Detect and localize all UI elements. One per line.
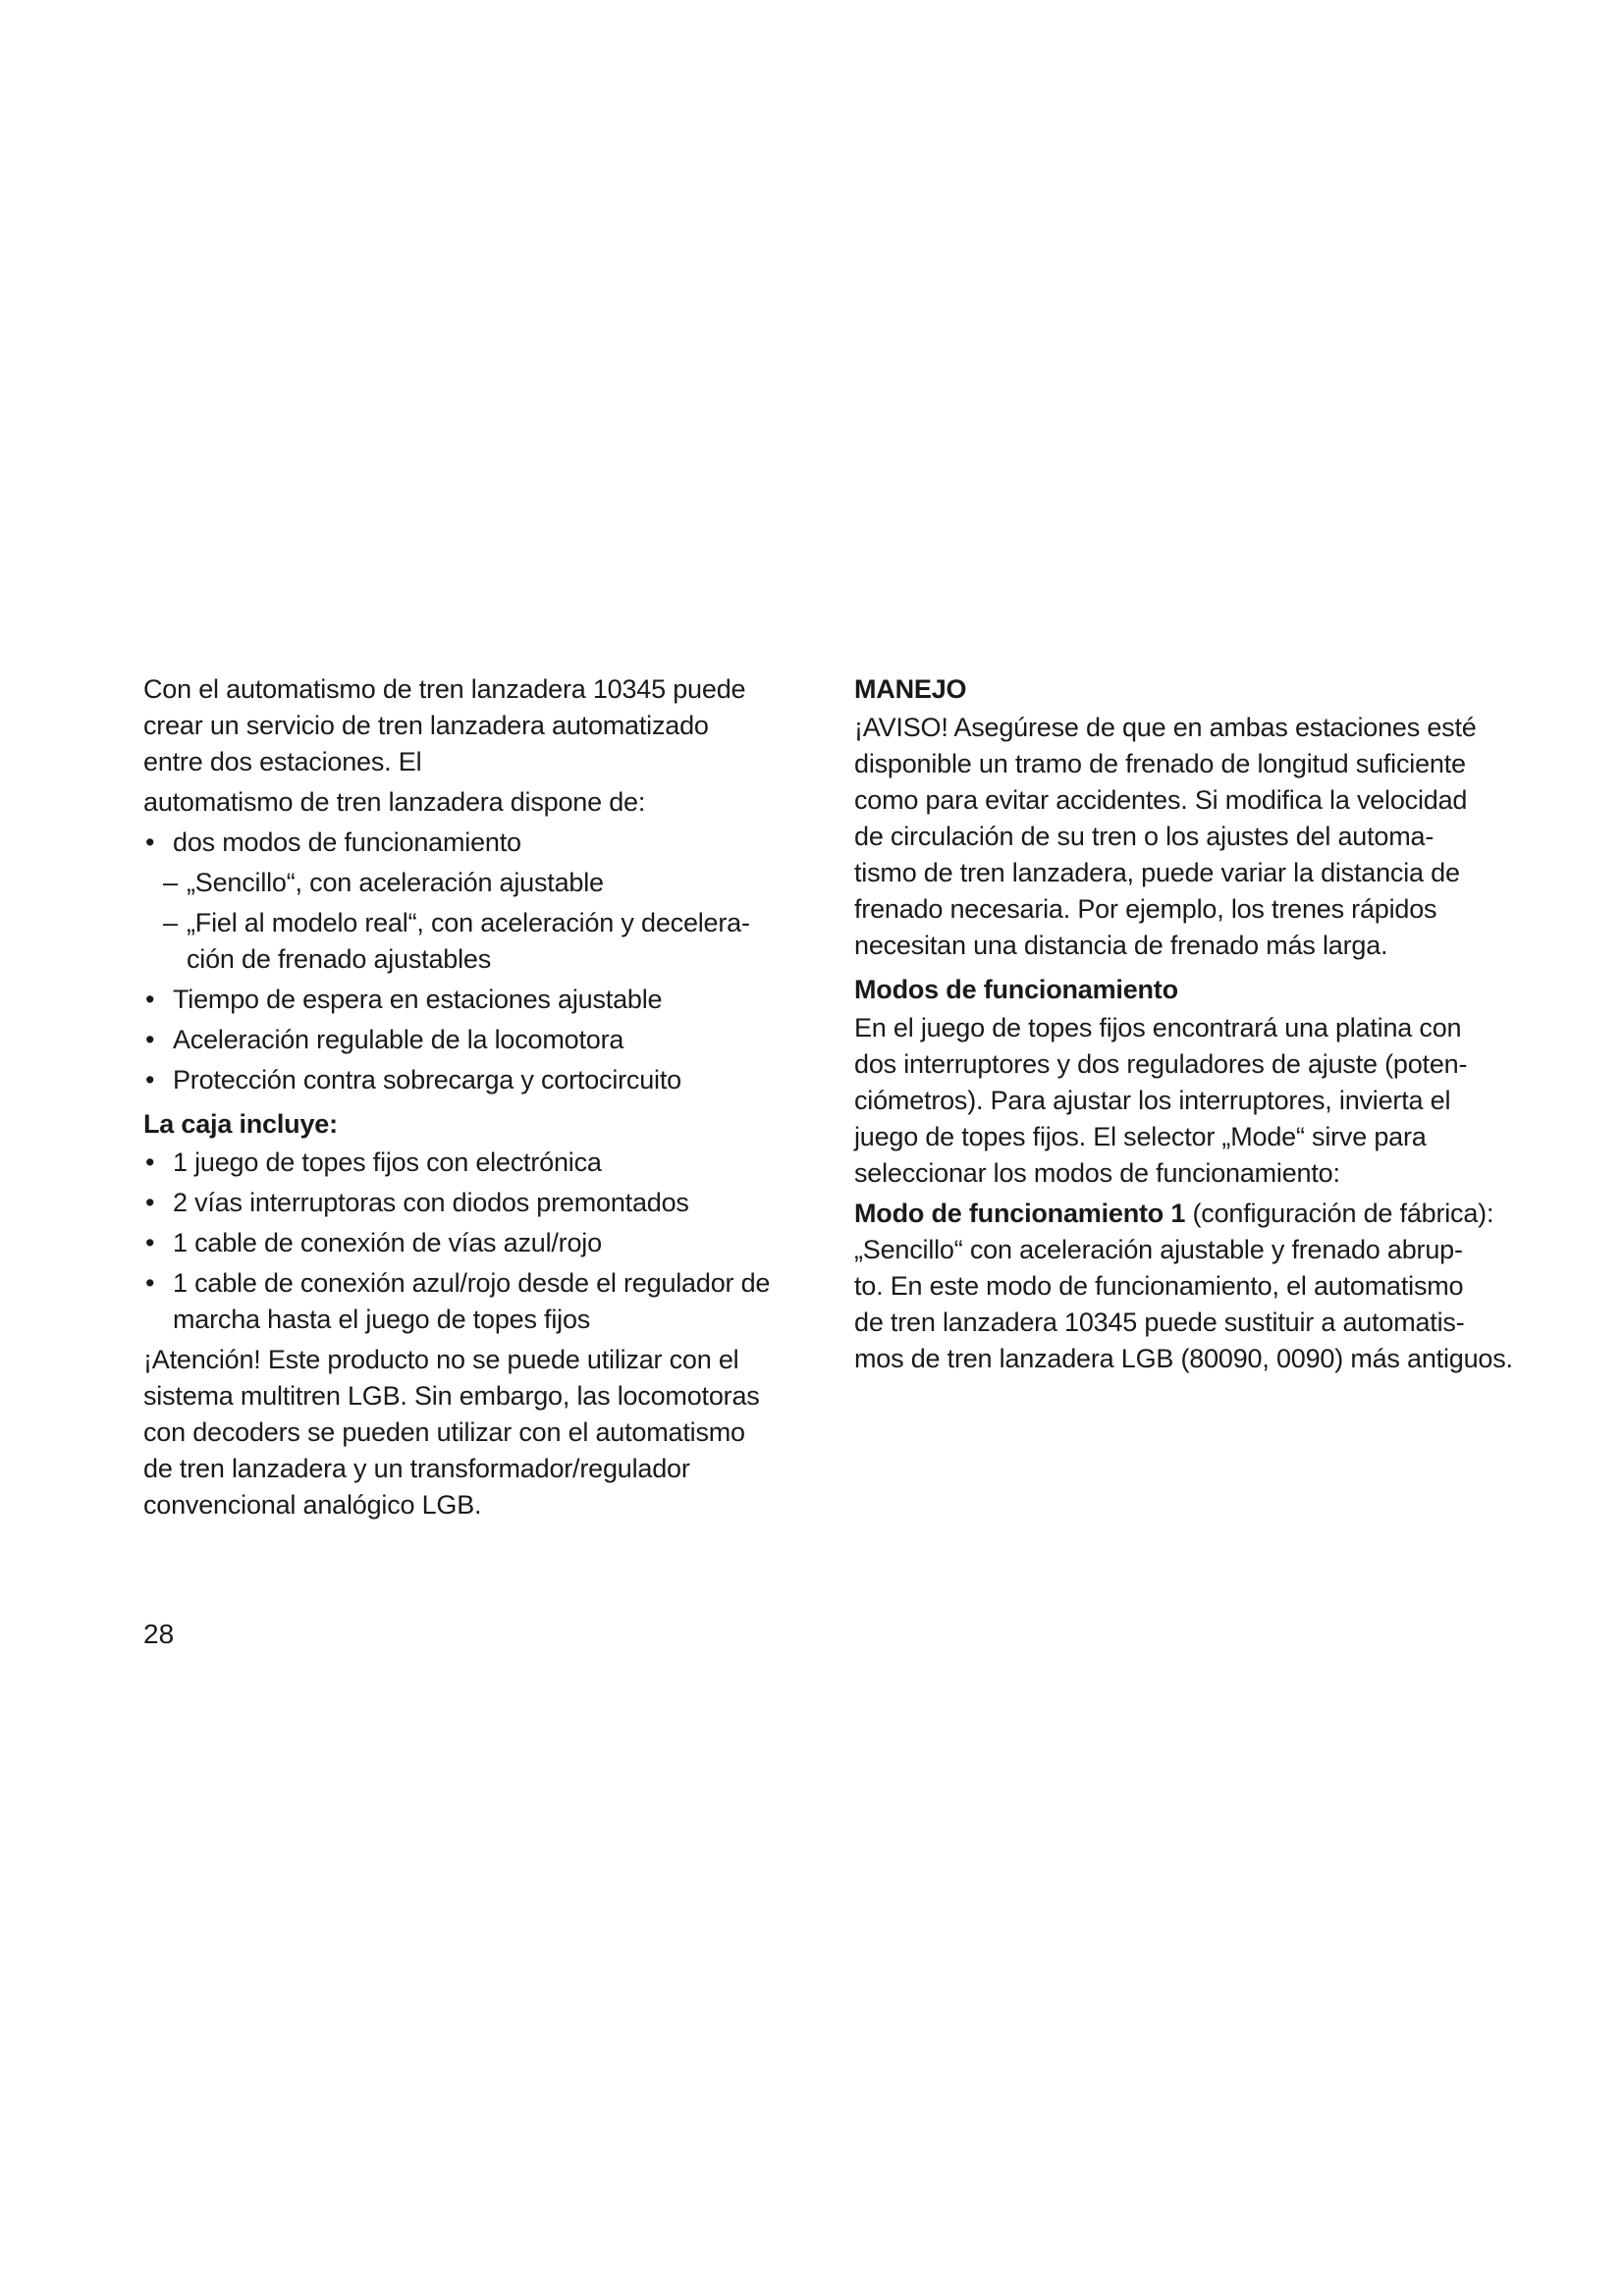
modes-line: dos interruptores y dos reguladores de ajuste (poten- [854, 1049, 1468, 1079]
bullet-icon: • [145, 1228, 155, 1257]
right-column [854, 671, 1513, 1381]
list-item [143, 982, 791, 1018]
notice-line: frenado necesaria. Por ejemplo, los trenes rápidos [854, 894, 1437, 924]
list-item [143, 1265, 791, 1338]
warning-line: convencional analógico LGB. [143, 1490, 482, 1520]
bullet-icon: • [145, 1188, 155, 1217]
list-item [143, 1062, 791, 1098]
notice-line: como para evitar accidentes. Si modifica la velocidad [854, 785, 1468, 815]
list-item [143, 1185, 791, 1221]
notice-line: disponible un tramo de frenado de longitud suficiente [854, 749, 1466, 778]
notice-line: ¡AVISO! Asegúrese de que en ambas estaciones esté [854, 713, 1477, 742]
warning-paragraph [143, 1342, 791, 1523]
list-item-text: Aceleración regulable de la locomotora [173, 1025, 624, 1054]
mode1-title: Modo de funcionamiento 1 [854, 1199, 1186, 1228]
list-item [143, 825, 791, 978]
page-number: 28 [143, 1619, 175, 1649]
warning-line: ¡Atención! Este producto no se puede utilizar con el [143, 1345, 739, 1374]
bullet-icon: • [145, 1148, 155, 1177]
warning-line: de tren lanzadera y un transformador/regulador [143, 1454, 690, 1483]
box-contents-heading: La caja incluye: [143, 1109, 338, 1139]
mode1-paragraph [854, 1196, 1513, 1377]
bullet-icon: • [145, 1268, 155, 1298]
intro-line: Con el automatismo de tren lanzadera 10345 puede [143, 674, 746, 704]
list-item-text: Tiempo de espera en estaciones ajustable [173, 985, 663, 1014]
modes-heading: Modos de funcionamiento [854, 975, 1178, 1004]
sublist-item [143, 905, 791, 978]
list-item-text: Protección contra sobrecarga y cortocircuito [173, 1065, 681, 1095]
notice-line: necesitan una distancia de frenado más larga. [854, 931, 1388, 960]
features-intro-text: automatismo de tren lanzadera dispone de: [143, 787, 646, 817]
notice-line: tismo de tren lanzadera, puede variar la distancia de [854, 858, 1460, 887]
mode1-line: to. En este modo de funcionamiento, el automatismo [854, 1271, 1464, 1301]
mode1-title-line [854, 1196, 1502, 1232]
features-intro [143, 784, 791, 821]
dash-icon: – [163, 868, 178, 897]
list-item-text: 1 cable de conexión azul/rojo desde el regulador de [173, 1268, 771, 1298]
list-item [143, 1022, 791, 1058]
list-item-text: 1 juego de topes fijos con electrónica [173, 1148, 602, 1177]
sublist-item-text: „Sencillo“, con aceleración ajustable [187, 868, 604, 897]
warning-line: con decoders se pueden utilizar con el automatismo [143, 1417, 745, 1447]
bullet-icon: • [145, 828, 155, 857]
notice-paragraph [854, 710, 1502, 964]
section-heading: MANEJO [854, 674, 967, 704]
list-item [143, 1145, 791, 1181]
intro-line: entre dos estaciones. El [143, 747, 422, 776]
box-contents-list [143, 1145, 791, 1338]
sublist-item-text: ción de frenado ajustables [187, 944, 492, 974]
left-column [143, 671, 791, 1527]
mode1-line: de tren lanzadera 10345 puede sustituir a automatis- [854, 1308, 1465, 1337]
modes-paragraph [854, 1010, 1502, 1192]
mode1-suffix: (configuración de fábrica): [1185, 1199, 1494, 1228]
list-item-text: marcha hasta el juego de topes fijos [173, 1305, 591, 1334]
intro-line: crear un servicio de tren lanzadera automatizado [143, 711, 709, 740]
sublist-item-text: „Fiel al modelo real“, con aceleración y decelera- [187, 908, 750, 937]
sublist-item [143, 865, 791, 901]
list-item [143, 1225, 791, 1261]
warning-line: sistema multitren LGB. Sin embargo, las locomotoras [143, 1381, 760, 1411]
list-item-text: 2 vías interruptoras con diodos premontados [173, 1188, 689, 1217]
intro-paragraph [143, 671, 791, 780]
modes-line: seleccionar los modos de funcionamiento: [854, 1158, 1340, 1188]
modes-sublist [143, 865, 791, 978]
bullet-icon: • [145, 1025, 155, 1054]
bullet-icon: • [145, 1065, 155, 1095]
features-list [143, 825, 791, 1098]
mode1-line: mos de tren lanzadera LGB (80090, 0090) más antiguos. [854, 1344, 1513, 1373]
list-item-text: 1 cable de conexión de vías azul/rojo [173, 1228, 602, 1257]
bullet-icon: • [145, 985, 155, 1014]
dash-icon: – [163, 908, 178, 937]
modes-line: En el juego de topes fijos encontrará una platina con [854, 1013, 1462, 1042]
notice-line: de circulación de su tren o los ajustes del automa- [854, 822, 1435, 851]
modes-line: juego de topes fijos. El selector „Mode“ sirve para [854, 1122, 1427, 1151]
mode1-line: „Sencillo“ con aceleración ajustable y frenado abrup- [854, 1235, 1463, 1264]
modes-line: ciómetros). Para ajustar los interruptores, invierta el [854, 1086, 1451, 1115]
list-item-text: dos modos de funcionamiento [173, 828, 521, 857]
